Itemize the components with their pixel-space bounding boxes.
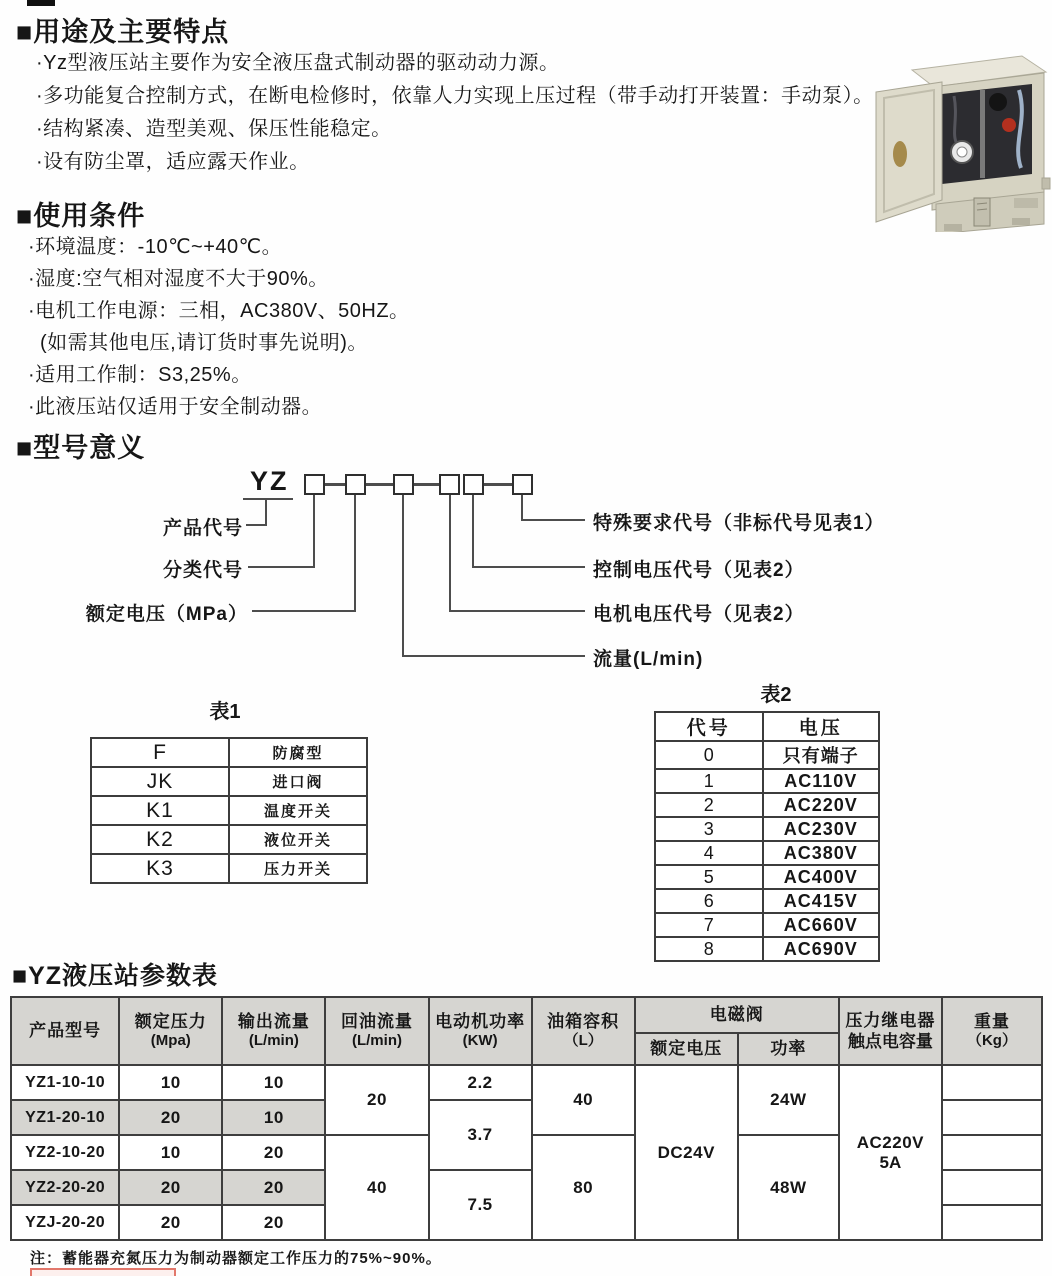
header-text: 回油流量 — [340, 1012, 413, 1031]
param-header-solenoid-power — [738, 1033, 839, 1065]
connector-line — [402, 495, 404, 657]
param-cell-outflow: 20 — [222, 1205, 325, 1240]
connector-line — [243, 498, 293, 500]
model-field-label-class-code: 分类代号 — [162, 560, 243, 581]
relay-voltage: AC220V — [856, 1132, 925, 1152]
param-cell-returnflow: 40 — [325, 1135, 428, 1240]
table2-voltage: 只有端子 — [763, 741, 879, 769]
condition-bullet: ·电机工作电源：三相，AC380V、50HZ。 — [28, 300, 410, 322]
page-footer-marker — [30, 1268, 176, 1276]
param-header-weight — [942, 997, 1042, 1065]
header-text: 重量 — [973, 1012, 1010, 1031]
param-cell-pressure: 20 — [119, 1170, 222, 1205]
connector-line — [313, 495, 315, 568]
table2-code: 0 — [655, 741, 763, 769]
table2-voltage: AC220V — [763, 793, 879, 817]
table2-voltage: AC230V — [763, 817, 879, 841]
param-cell-model: YZ2-10-20 — [11, 1135, 119, 1170]
model-code-box-6 — [512, 474, 533, 495]
header-text: 产品型号 — [29, 1021, 102, 1041]
model-field-label-special-code: 特殊要求代号（非标代号见表1） — [593, 513, 885, 534]
param-cell-solenoid-voltage: DC24V — [635, 1065, 738, 1240]
param-cell-tank: 40 — [532, 1065, 635, 1135]
connector-line — [248, 566, 315, 568]
model-field-label-product-code: 产品代号 — [162, 518, 243, 539]
connector-line — [246, 524, 267, 526]
param-header-return-flow — [325, 997, 428, 1065]
feature-bullet: ·多功能复合控制方式，在断电检修时，依靠人力实现上压过程（带手动打开装置：手动泵）。 — [36, 85, 874, 107]
header-text: 功率 — [770, 1039, 807, 1059]
condition-bullet: ·适用工作制：S3,25%。 — [28, 364, 252, 386]
param-header-output-flow — [222, 997, 325, 1065]
table2-code: 3 — [655, 817, 763, 841]
table1-desc: 温度开关 — [229, 796, 367, 825]
model-code-box-1 — [304, 474, 325, 495]
header-text: 额定压力 — [134, 1012, 207, 1031]
table2-code: 5 — [655, 865, 763, 889]
model-code-box-3 — [393, 474, 414, 495]
table2-voltage: AC690V — [763, 937, 879, 961]
footnote: 注：蓄能器充氮压力为制动器额定工作压力的75%~90%。 — [30, 1250, 442, 1267]
param-cell-outflow: 10 — [222, 1065, 325, 1100]
param-cell-relay — [839, 1065, 942, 1240]
table2-voltage: AC380V — [763, 841, 879, 865]
table1-code: K2 — [91, 825, 229, 854]
model-prefix: YZ — [250, 466, 289, 496]
param-header-model — [11, 997, 119, 1065]
param-cell-weight — [942, 1170, 1042, 1205]
table2-voltage: AC400V — [763, 865, 879, 889]
connector-line — [521, 495, 523, 521]
header-text: 电动机功率 — [435, 1012, 526, 1031]
header-text: 触点电容量 — [847, 1032, 933, 1051]
header-unit: （Kg） — [966, 1032, 1017, 1050]
table2-code: 2 — [655, 793, 763, 817]
header-text: 油箱容积 — [547, 1012, 620, 1031]
param-cell-model: YZJ-20-20 — [11, 1205, 119, 1240]
header-text: 额定电压 — [650, 1039, 723, 1059]
table2-code: 4 — [655, 841, 763, 865]
connector-line — [402, 655, 585, 657]
model-code-box-4 — [439, 474, 460, 495]
connector-dash — [366, 483, 393, 486]
table1-desc: 防腐型 — [229, 738, 367, 767]
param-cell-model: YZ1-10-10 — [11, 1065, 119, 1100]
param-cell-solenoid-power: 48W — [738, 1135, 839, 1240]
table2-voltage: AC415V — [763, 889, 879, 913]
model-field-label-control-voltage: 控制电压代号（见表2） — [593, 560, 805, 581]
table1-code: F — [91, 738, 229, 767]
hydraulic-station-illustration — [862, 32, 1052, 232]
connector-line — [521, 519, 585, 521]
connector-line — [449, 495, 451, 612]
table1-code: JK — [91, 767, 229, 796]
header-unit: (L/min) — [351, 1032, 402, 1050]
header-unit: (Mpa) — [150, 1032, 191, 1050]
table1-desc: 进口阀 — [229, 767, 367, 796]
table2-code: 8 — [655, 937, 763, 961]
param-header-tank-volume — [532, 997, 635, 1065]
header-text: 压力继电器 — [845, 1010, 936, 1030]
table2 — [654, 711, 880, 962]
connector-line — [265, 498, 267, 526]
header-text: 电磁阀 — [709, 1005, 764, 1025]
param-cell-weight — [942, 1065, 1042, 1100]
param-cell-motor: 2.2 — [429, 1065, 532, 1100]
connector-dash — [484, 483, 512, 486]
connector-line — [472, 566, 585, 568]
param-cell-weight — [942, 1135, 1042, 1170]
feature-bullet: ·Yz型液压站主要作为安全液压盘式制动器的驱动动力源。 — [36, 52, 560, 74]
table1-desc: 压力开关 — [229, 854, 367, 883]
header-text: 输出流量 — [237, 1012, 310, 1031]
param-header-motor-power — [429, 997, 532, 1065]
model-field-label-flow: 流量(L/min) — [593, 649, 704, 670]
header-unit: （L） — [563, 1032, 603, 1050]
param-table — [10, 996, 1043, 1241]
param-cell-weight — [942, 1100, 1042, 1135]
table1-desc: 液位开关 — [229, 825, 367, 854]
param-cell-outflow: 20 — [222, 1135, 325, 1170]
param-cell-motor: 3.7 — [429, 1100, 532, 1170]
param-header-rated-pressure — [119, 997, 222, 1065]
connector-line — [252, 610, 356, 612]
condition-bullet: ·环境温度：-10℃~+40℃。 — [28, 236, 283, 258]
section-title-param-table: ■YZ液压站参数表 — [12, 962, 219, 990]
param-cell-pressure: 10 — [119, 1065, 222, 1100]
table1 — [90, 737, 368, 884]
table1-title: 表1 — [209, 701, 241, 723]
condition-bullet-continuation: (如需其他电压,请订货时事先说明)。 — [40, 332, 368, 354]
table2-code: 6 — [655, 889, 763, 913]
param-cell-model: YZ2-20-20 — [11, 1170, 119, 1205]
table1-code: K3 — [91, 854, 229, 883]
crop-artifact — [27, 0, 55, 6]
model-field-label-motor-voltage: 电机电压代号（见表2） — [593, 604, 805, 625]
connector-dash — [325, 483, 345, 486]
connector-dash — [414, 483, 439, 486]
connector-line — [449, 610, 585, 612]
table2-header-voltage: 电压 — [763, 712, 879, 741]
condition-bullet: ·此液压站仅适用于安全制动器。 — [28, 396, 323, 418]
table2-voltage: AC110V — [763, 769, 879, 793]
param-cell-model: YZ1-20-10 — [11, 1100, 119, 1135]
header-unit: (KW) — [462, 1032, 498, 1050]
table2-code: 1 — [655, 769, 763, 793]
param-cell-solenoid-power: 24W — [738, 1065, 839, 1135]
param-cell-motor: 7.5 — [429, 1170, 532, 1240]
param-cell-outflow: 20 — [222, 1170, 325, 1205]
section-title-model-meaning: ■型号意义 — [16, 433, 146, 463]
model-code-box-5 — [463, 474, 484, 495]
product-photo — [862, 32, 1052, 232]
param-cell-returnflow: 20 — [325, 1065, 428, 1135]
condition-bullet: ·湿度:空气相对湿度不大于90%。 — [28, 268, 329, 290]
param-cell-pressure: 20 — [119, 1205, 222, 1240]
connector-line — [472, 495, 474, 568]
section-title-features: ■用途及主要特点 — [16, 17, 230, 47]
connector-line — [354, 495, 356, 612]
param-cell-pressure: 20 — [119, 1100, 222, 1135]
param-header-pressure-relay — [839, 997, 942, 1065]
table2-header-code: 代号 — [655, 712, 763, 741]
model-field-label-rated-pressure: 额定电压（MPa） — [85, 604, 248, 625]
param-cell-pressure: 10 — [119, 1135, 222, 1170]
model-code-box-2 — [345, 474, 366, 495]
param-cell-weight — [942, 1205, 1042, 1240]
header-unit: (L/min) — [248, 1032, 299, 1050]
feature-bullet: ·设有防尘罩，适应露天作业。 — [36, 151, 310, 173]
table1-code: K1 — [91, 796, 229, 825]
param-header-solenoid-voltage — [635, 1033, 738, 1065]
table2-title: 表2 — [760, 684, 792, 706]
param-cell-tank: 80 — [532, 1135, 635, 1240]
feature-bullet: ·结构紧凑、造型美观、保压性能稳定。 — [36, 118, 392, 140]
table2-voltage: AC660V — [763, 913, 879, 937]
param-header-solenoid — [635, 997, 839, 1033]
relay-current: 5A — [879, 1152, 902, 1172]
param-cell-outflow: 10 — [222, 1100, 325, 1135]
section-title-conditions: ■使用条件 — [16, 201, 146, 231]
table2-code: 7 — [655, 913, 763, 937]
